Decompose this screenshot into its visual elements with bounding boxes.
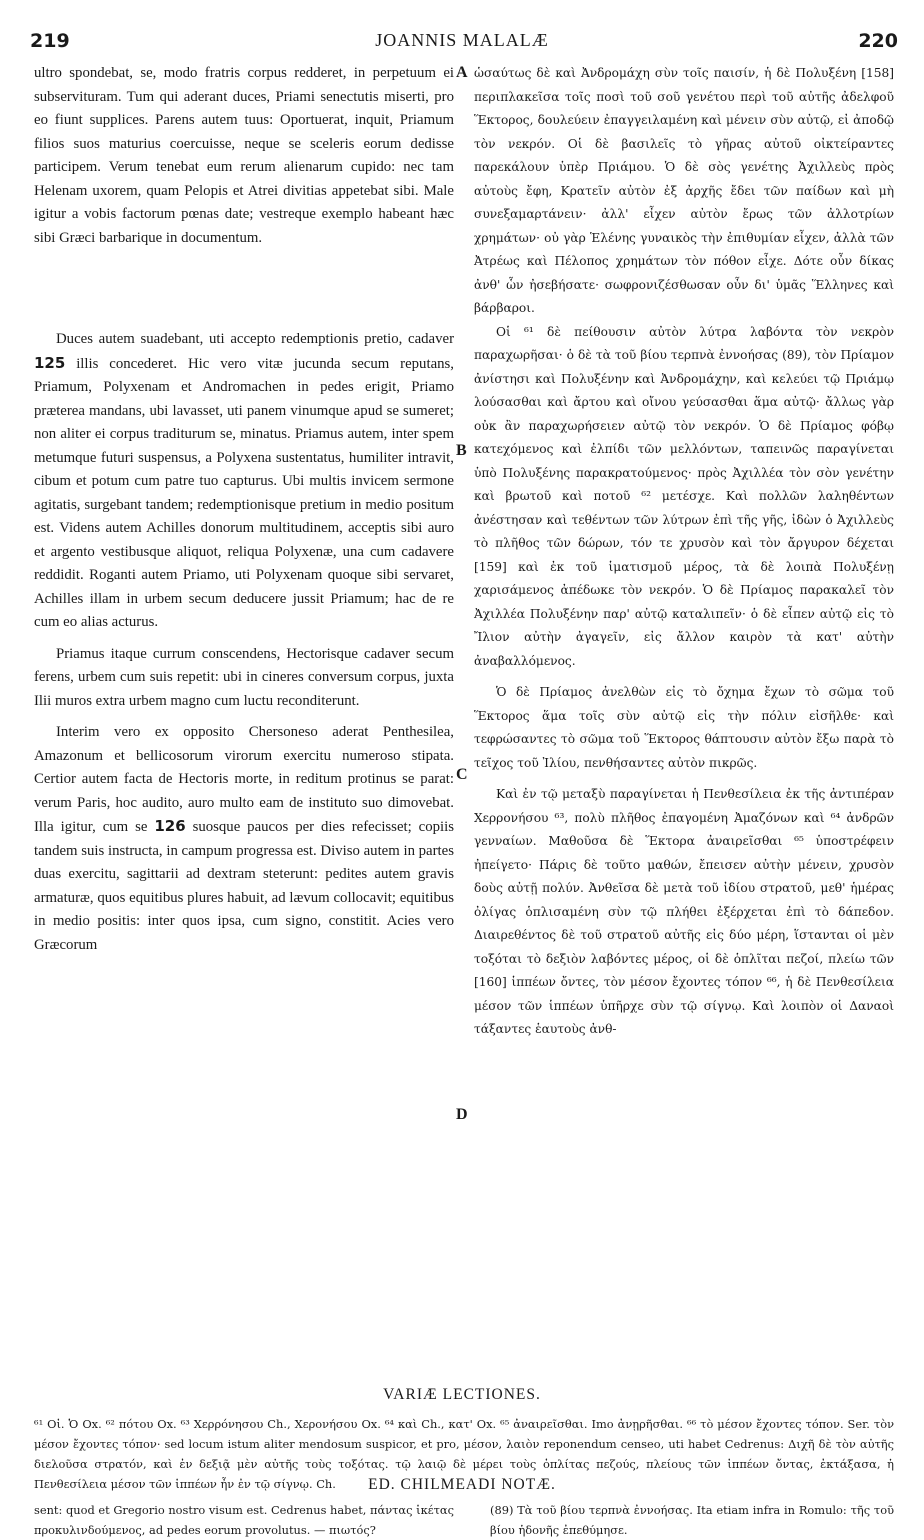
latin-text: illis concederet. Hic vero vitæ jucunda secum reputans, Priamum, Polyxenam et Andromachen in pedes erigit, Priamo præterea mandans, ubi lavasset, uti panem vinumque apud se sumeret; non aliter ei corpus traditurum se, minatus. Priamus autem, inter spem metumque futuri suspensus, a Polyxena sustentatus, humiliter intravit, cibum et potum cum patre tuo capturus. Ubi multis invicem sermone agitatis, surgebant tandem; redemptionisque pretium in medio positum est. Videns autem Achilles donorum multitudinem, acceptis sibi auro et argento vestibusque aliquot, reliqua Polyxenæ, una cum cadavere reddidit. Roganti autem Priamo, uti Polyxenam quoque sibi servaret, Achilles illam in urbem secum deducere jussit Priamum; hac de re cum eo alias acturus. [34, 355, 454, 630]
greek-paragraph: ὡσαύτως δὲ καὶ Ἀνδρομάχη σὺν τοῖς παισίν, ἡ δὲ Πολυξένη [158] περιπλακεῖσα τοῖς ποσὶ τοῦ σοῦ γενέτου περὶ τοῦ αὐτῆς ἀδελφοῦ Ἕκτορος, δουλεύειν ἐπαγγειλαμένη καὶ μένειν σὺν αὐτῷ, εἰ ἀποδῷ τὸν νεκρόν. Οἱ δὲ βασιλεῖς τὸ γῆρας αὐτοῦ οἰκτείραντες παρεκάλουν ὑπὲρ Πριάμου. Ὁ δὲ σὸς γενέτης Ἀχιλλεὺς πρὸς αὐτοὺς ἔφη, Κρατεῖν αὐτὸν ἐξ ἀρχῆς ἔδει τῶν παίδων καὶ μὴ συνεξαμαρτάνειν· ἀλλ' εἶχεν αὐτὸν ἔρως τῶν ἀλλοτρίων χρημάτων· οὐ γὰρ Ἑλένης γυναικὸς τὴν ἐπιθυμίαν εἶχεν, ἀλλὰ τῶν Ἀτρέως καὶ Πέλοπος χρημάτων τὸν πόθον εἶχε. Δότε οὖν δίκας ἀνθ' ὧν ἠσεβήσατε· σωφρονιζέσθωσαν οὖν δι' ὑμᾶς Ἕλληνες καὶ βάρβαροι. [474, 66, 894, 315]
page-header [0, 30, 924, 56]
chilmead-note: sent: quod et Gregorio nostro visum est. Cedrenus habet, πάντας ἱκέτας προκυλινδούμενος, ad pedes eorum provolutus. — πιωτός? [34, 1503, 454, 1537]
latin-column [34, 62, 454, 957]
section-mark-a: A [456, 64, 468, 81]
greek-paragraph: Ὁ δὲ Πρίαμος ἀνελθὼν εἰς τὸ ὄχημα ἔχων τὸ σῶμα τοῦ Ἕκτορος ἅμα τοῖς σὺν αὐτῷ εἰς τὴν πόλιν εἰσῆλθε· καὶ τεφρώσαντες τὸ σῶμα τοῦ Ἕκτορος θάπτουσιν αὐτὸν ἔξω παρὰ τὸ τεῖχος τοῦ Ἰλίου, πενθήσαντες αὐτὸν πικρῶς. [474, 685, 894, 770]
section-mark-c: C [456, 766, 468, 783]
greek-column [474, 62, 894, 1042]
latin-text: Interim vero ex opposito Chersoneso aderat Penthesilea, Amazonum et bellicosorum virorum exercitu numeroso stipata. Certior autem facta de Hectoris morte, in reditum protinus se parat: verum Paris, hoc audito, auro multo eam de instituto suo dimovebat. Illa igitur, cum se [34, 724, 454, 835]
section-mark-b: B [456, 442, 467, 459]
latin-paragraph [34, 721, 454, 957]
chilmead-note: (89) Τὰ τοῦ βίου τερπνὰ ἐννοήσας. Ita etiam infra in Romulo: τῆς τοῦ βίου ἡδονῆς ἐπεθύμησε. [490, 1503, 894, 1537]
running-title: JOANNIS MALALÆ [375, 30, 549, 50]
latin-text: suosque paucos per dies refecisset; copiis tandem suis instructa, in campum progressa est. Diviso autem in partes duas exercitu, sagittarii ad dextram steterunt: pedites autem gravis armaturæ, quos equitibus plures habuit, ad lævum collocavit; equitibus in medio positis: inter quos ipsa, cum signo, constitit. Acies vero Græcorum [34, 819, 454, 953]
marginal-page-number: 126 [154, 817, 186, 835]
latin-paragraph: Priamus itaque currum conscendens, Hectorisque cadaver secum ferens, urbem cum suis repetit: ubi in cineres conversum corpus, juxta Ilii muros extra urbem magno cum luctu reconditerunt. [34, 645, 454, 709]
latin-text: Duces autem suadebant, uti accepto redemptionis pretio, cadaver [56, 331, 454, 347]
greek-paragraph: Οἱ ⁶¹ δὲ πείθουσιν αὐτὸν λύτρα λαβόντα τὸν νεκρὸν παραχωρῆσαι· ὁ δὲ τὰ τοῦ βίου τερπνὰ ἐννοήσας (89), τὸν Πρίαμον ἀνίστησι καὶ Πολυξένην καὶ Ἀνδρομάχην, καὶ κελεύει τῷ Πριάμῳ λούσασθαι καὶ ἄρτου καὶ οἴνου γεύσασθαι ἅμα αὐτῷ· ἄλλως γὰρ οὐκ ἂν παραχωρήσειεν αὐτῷ τὸν νεκρόν. Ὁ δὲ Πρίαμος φόβῳ κατεχόμενος καὶ ἐλπίδι τῶν μελλόντων, ταπεινῶς παραγίνεται ὑπὸ Πολυξένης παρακρατούμενος· πρὸς Ἀχιλλέα τὸν σὸν γενέτην καὶ βρωτοῦ καὶ ποτοῦ ⁶² μετέσχε. Καὶ πολλῶν λαληθέντων ἀνέστησαν καὶ τεθέντων τῶν λύτρων ἐπὶ τῆς γῆς, ἰδὼν ὁ Ἀχιλλεὺς τὸ πλῆθος τῶν δώρων, τόν τε χρυσὸν καὶ τὸν ἄργυρον δέχεται [159] καὶ ἐκ τοῦ ἱματισμοῦ μέρος, τὰ δὲ λοιπὰ Πολυξένῃ χαρισάμενος ἀπέδωκε τὸν νεκρόν. Ὁ δὲ Πρίαμος παρακαλεῖ τὸν Ἀχιλλέα Πολυξένην παρ' αὐτῷ καταλιπεῖν· ὁ δὲ εἶπεν αὐτῷ εἰς τὸ Ἴλιον αὐτὴν ἀγαγεῖν, εἰς ἄλλον καιρὸν τὰ κατ' αὐτὴν ἀναβαλλόμενος. [474, 324, 894, 668]
section-mark-d: D [456, 1106, 468, 1123]
page-number-right: 220 [858, 30, 898, 52]
chilmead-notes-right [490, 1500, 894, 1540]
latin-paragraph: ultro spondebat, se, modo fratris corpus redderet, in perpetuum ei subservituram. Tum qui aderant duces, Priami senectutis miserti, pro eo fiunt supplices. Parens autem tuus: Oportuerat, inquit, Priamum filios suos maturius coercuisse, neque se sceleris eorum dedisse participem. Verum tenebat eum rerum alienarum cupido: nec tam Helenam uxorem, quam Pelopis et Atrei divitias appetebat sibi. Male igitur a vobis factorum pœnas date; vestreque exemplo habeant hæc sibi Græci barbarique in documentum. [34, 65, 454, 246]
page-number-left: 219 [30, 30, 70, 52]
marginal-page-number: 125 [34, 353, 66, 372]
variae-lectiones-title: VARIÆ LECTIONES. [383, 1386, 541, 1403]
greek-paragraph: Καὶ ἐν τῷ μεταξὺ παραγίνεται ἡ Πενθεσίλεια ἐκ τῆς ἀντιπέραν Χερρονήσου ⁶³, πολὺ πλῆθος ἐπαγομένη Ἀμαζόνων καὶ ⁶⁴ ἀνδρῶν γενναίων. Μαθοῦσα δὲ Ἕκτορα ἀναιρεῖσθαι ⁶⁵ ὑποστρέφειν ἠπείγετο· Πάρις δὲ τοῦτο μαθών, ἔπεισεν αὐτὴν μένειν, χρυσὸν δοὺς αὐτῇ πολύν. Ἀνθεῖσα δὲ μετὰ τοῦ ἰδίου στρατοῦ, μεθ' ἡμέρας ὀλίγας ὁπλισαμένη σὺν τῷ πλήθει ἐξέρχεται ἐπὶ τὸ δάπεδον. Διαιρεθέντος δὲ τοῦ στρατοῦ αὐτῆς εἰς δύο μέρη, ἵστανται οἱ μὲν τοξόται τὸ δεξιὸν λαβόντες μέρος, οἱ δὲ ὁπλῖται πεζοί, πλείω τῶν [160] ἱππέων ὄντες, τὸν μέσον ἔχοντες τόπον ⁶⁶, ἡ δὲ Πενθεσίλεια μέσον τῶν ἱππέων ὑπῆρχε σὺν τῷ σίγνῳ. Καὶ λοιπὸν οἱ Δαναοὶ τάξαντες ἑαυτοὺς ἀνθ- [474, 787, 894, 1036]
latin-paragraph [34, 328, 454, 635]
chilmead-notes-left [34, 1500, 454, 1540]
variae-lectiones-text: ⁶¹ Οἱ. Ὁ Ox. ⁶² πότου Ox. ⁶³ Χερρόνησου Ch., Χερονήσου Ox. ⁶⁴ καὶ Ch., κατ' Ox. ⁶⁵ ἀναιρεῖσθαι. Imo ἀνῃρῆσθαι. ⁶⁶ τὸ μέσον ἔχοντες τόπον. Ser. τὸν μέσον ἔχοντες τόπον· sed locum istum aliter mendosum suspicor, et pro, μέσον, λαιὸν reponendum censeo, uti habet Cedrenus: Διχῆ δὲ τὸν αὐτῆς διελοῦσα στρατόν, καὶ ἐν δεξιᾷ μὲν αὐτῆς τοὺς τοξότας. τῷ λαιῷ δὲ μέρει τοὺς ὁπλίτας πεζούς, πλείους τῶν ἱππέων ὄντας, ἐκτάξασα, ἡ Πενθεσίλεια μέσον τῶν ἱππέων ἦν ἐν τῷ σίγνῳ. Ch. [34, 1417, 894, 1491]
chilmead-notes-title: ED. CHILMEADI NOTÆ. [368, 1476, 556, 1493]
